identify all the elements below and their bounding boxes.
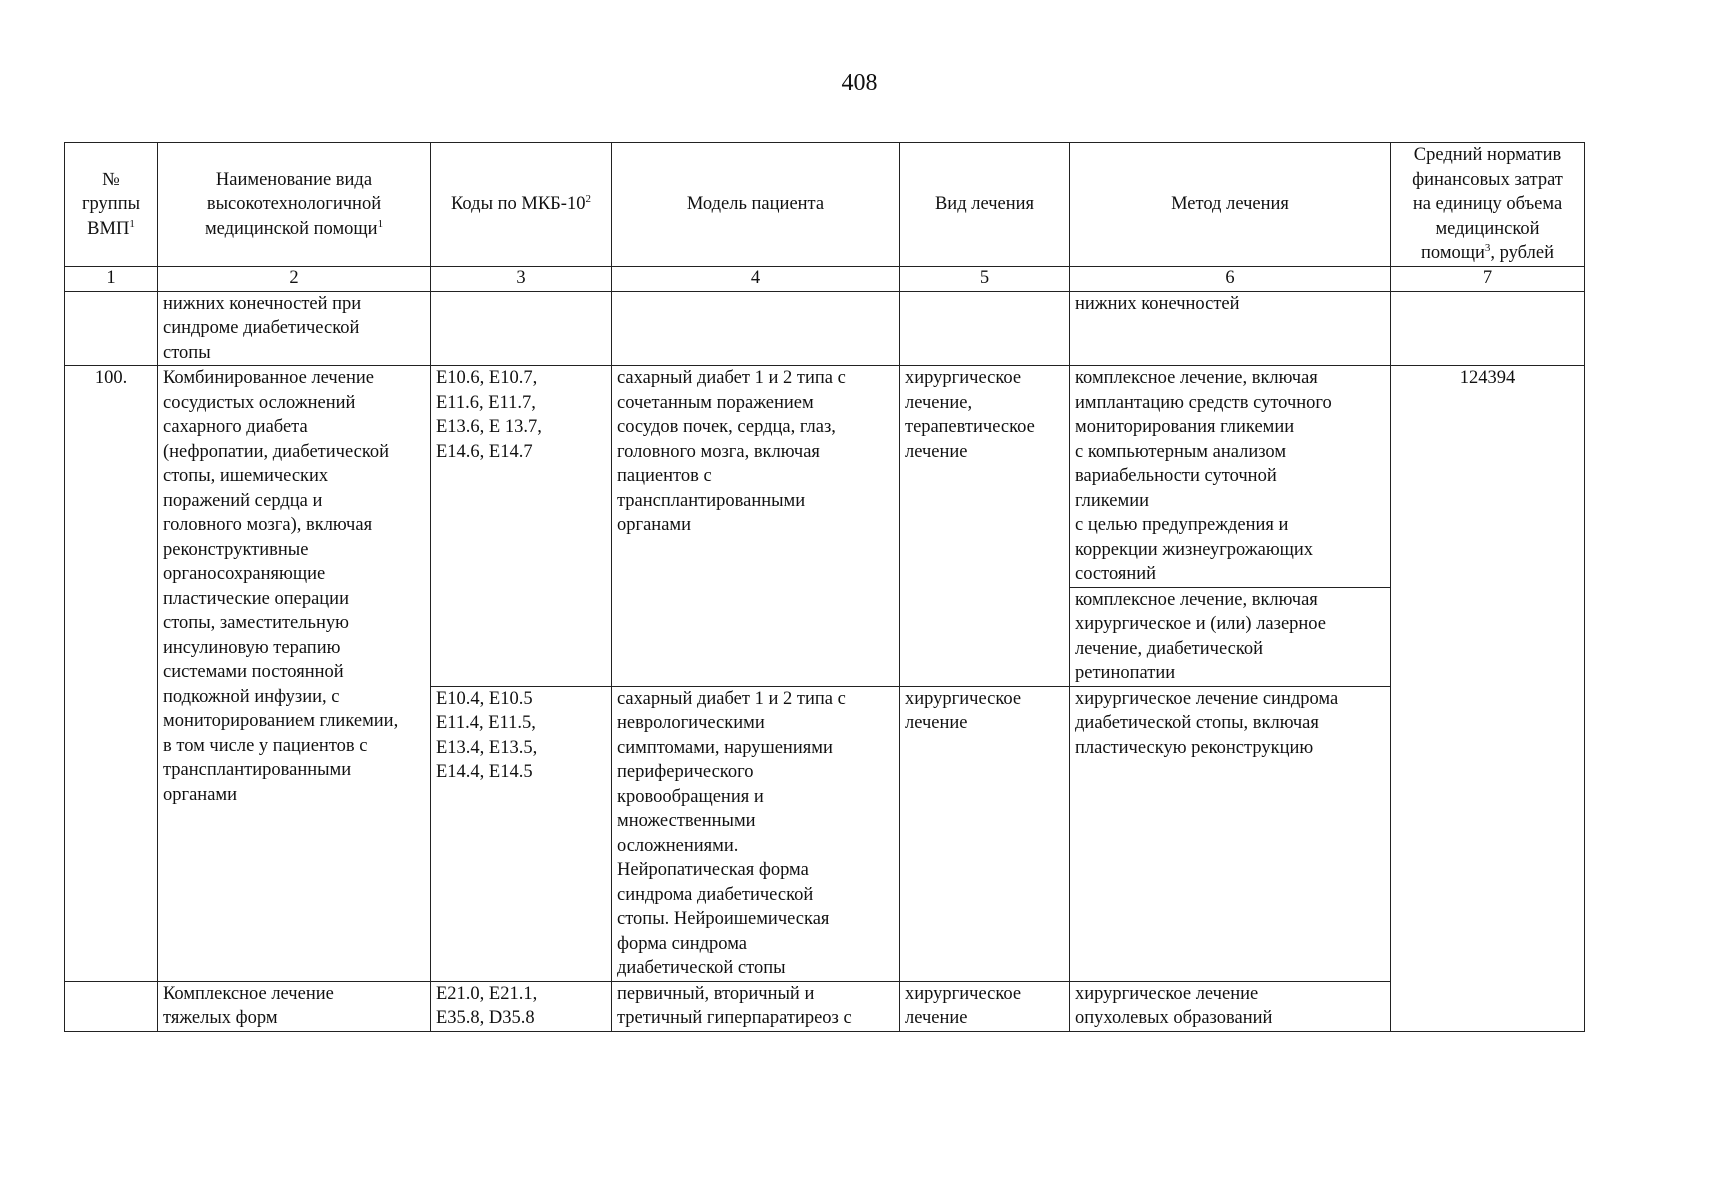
column-number: 7 <box>1391 266 1585 291</box>
group-100-row-a <box>65 366 1585 588</box>
patient-model-cell: сахарный диабет 1 и 2 типа с сочетанным поражением сосудов почек, сердца, глаз, головного мозга, включая пациентов с трансплантированными органами <box>612 366 900 687</box>
icd-codes-cell: E10.4, E10.5 E11.4, E11.5, E13.4, E13.5, E14.4, E14.5 <box>431 686 612 981</box>
header-patient-model: Модель пациента <box>612 143 900 267</box>
header-treatment-type: Вид лечения <box>900 143 1070 267</box>
header-row <box>65 143 1585 267</box>
vmp-table <box>64 142 1585 1032</box>
care-type-cell: Комбинированное лечение сосудистых осложнений сахарного диабета (нефропатии, диабетической стопы, ишемических поражений сердца и головного мозга), включая реконструктивные органосохраняющие пластические операции стопы, заместительную инсулиновую терапию системами постоянной подкожной инфузии, с мониторированием гликемии, в том числе у пациентов с трансплантированными органами <box>158 366 431 982</box>
empty-cell <box>65 981 158 1031</box>
header-care-type: Наименование вида высокотехнологичной медицинской помощи$^1$ <box>158 143 431 267</box>
care-type-cell: Комплексное лечение тяжелых форм <box>158 981 431 1031</box>
header-group-number: № группы ВМП$^1$ <box>65 143 158 267</box>
icd-codes-cell: E10.6, E10.7, E11.6, E11.7, E13.6, E 13.7, E14.6, E14.7 <box>431 366 612 687</box>
group-number-cell: 100. <box>65 366 158 982</box>
empty-cell <box>431 291 612 366</box>
icd-codes-cell: E21.0, E21.1, E35.8, D35.8 <box>431 981 612 1031</box>
header-treatment-method: Метод лечения <box>1070 143 1391 267</box>
column-number: 2 <box>158 266 431 291</box>
method-cell: хирургическое лечение синдрома диабетической стопы, включая пластическую реконструкцию <box>1070 686 1391 981</box>
empty-cell <box>900 291 1070 366</box>
empty-cell <box>1391 291 1585 366</box>
column-number-row <box>65 266 1585 291</box>
page-number: 408 <box>841 70 878 96</box>
header-icd-codes: Коды по МКБ-$10^2$ <box>431 143 612 267</box>
method-cell: комплексное лечение, включая имплантацию средств суточного мониторирования гликемии с компьютерным анализом вариабельности суточной гликемии с целью предупреждения и коррекции жизнеугрожающих состояний <box>1070 366 1391 588</box>
next-group-row <box>65 981 1585 1031</box>
care-type-cell: нижних конечностей при синдроме диабетической стопы <box>158 291 431 366</box>
treatment-type-cell: хирургическое лечение <box>900 686 1070 981</box>
treatment-type-cell: хирургическое лечение, терапевтическое лечение <box>900 366 1070 687</box>
patient-model-cell: сахарный диабет 1 и 2 типа с неврологическими симптомами, нарушениями периферического кровообращения и множественными осложнениями. Нейропатическая форма синдрома диабетической стопы. Нейроишемическая форма синдрома диабетической стопы <box>612 686 900 981</box>
continuation-row <box>65 291 1585 366</box>
method-cell: нижних конечностей <box>1070 291 1391 366</box>
method-cell: хирургическое лечение опухолевых образований <box>1070 981 1391 1031</box>
empty-cell <box>612 291 900 366</box>
method-cell: комплексное лечение, включая хирургическое и (или) лазерное лечение, диабетической ретинопатии <box>1070 587 1391 686</box>
cost-cell: 124394 <box>1391 366 1585 1032</box>
column-number: 1 <box>65 266 158 291</box>
empty-cell <box>65 291 158 366</box>
column-number: 3 <box>431 266 612 291</box>
column-number: 6 <box>1070 266 1391 291</box>
header-cost-norm: Средний норматив финансовых затрат на единицу объема медицинской помощи$^3$, рублей <box>1391 143 1585 267</box>
patient-model-cell: первичный, вторичный и третичный гиперпаратиреоз с <box>612 981 900 1031</box>
column-number: 5 <box>900 266 1070 291</box>
treatment-type-cell: хирургическое лечение <box>900 981 1070 1031</box>
column-number: 4 <box>612 266 900 291</box>
